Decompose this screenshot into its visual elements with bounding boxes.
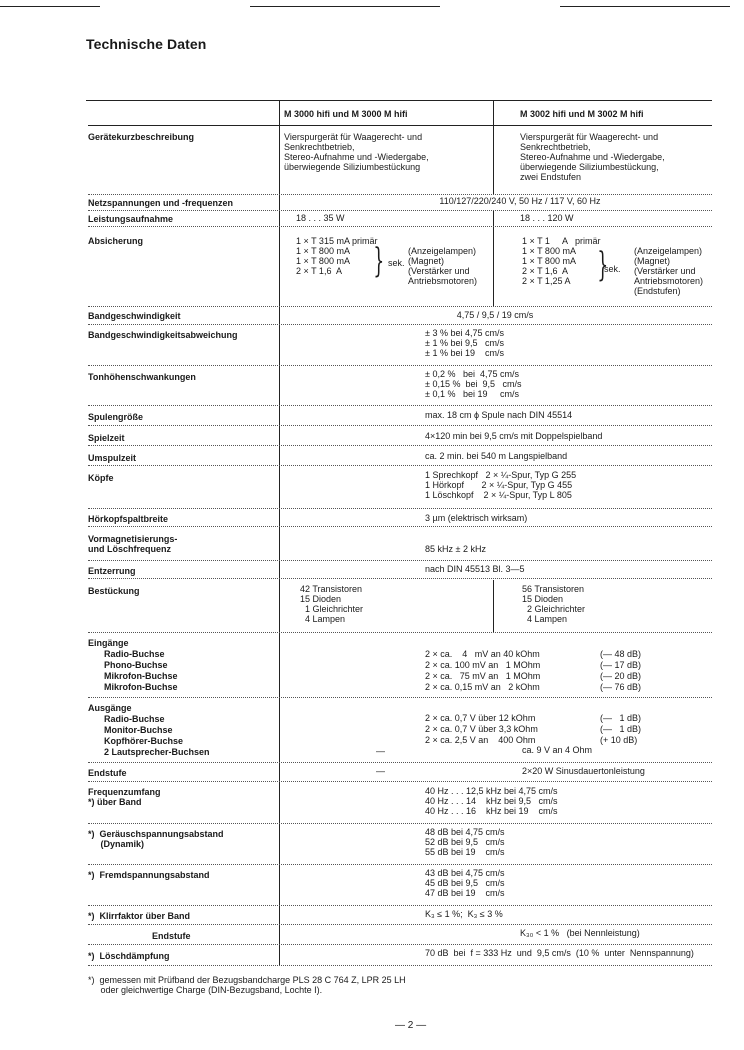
row-separator	[88, 194, 712, 195]
row-separator	[88, 560, 712, 561]
row-separator	[88, 425, 712, 426]
absicherung-desc-m3002: (Anzeigelampen) (Magnet) (Verstärker und Antriebsmotoren) (Endstufen)	[634, 246, 704, 296]
row-separator	[88, 210, 712, 211]
absicherung-desc-m3000: (Anzeigelampen) (Magnet) (Verstärker und Antriebsmotoren)	[408, 246, 478, 286]
row-separator	[88, 965, 712, 966]
column-divider	[493, 580, 494, 632]
row-label-geraet: Gerätekurzbeschreibung	[88, 132, 195, 142]
top-rule	[0, 6, 100, 7]
spielzeit-value: 4×120 min bei 9,5 cm/s mit Doppelspielband	[425, 431, 603, 441]
row-separator	[88, 924, 712, 925]
footnote: *) gemessen mit Prüfband der Bezugsbandcharge PLS 28 C 764 Z, LPR 25 LH oder gleichwertige Charge (DIN-Bezugsband, Lochte I).	[88, 975, 406, 995]
geraet-m3000: Vierspurgerät für Waagerecht- und Senkrechtbetrieb, Stereo-Aufnahme und -Wiedergabe, überwiegende Siliziumbestückung	[284, 132, 429, 172]
row-label-leistung: Leistungsaufnahme	[88, 214, 174, 224]
row-separator	[88, 823, 712, 824]
endstufe-m3000: —	[376, 766, 385, 776]
row-label-netz: Netzspannungen und -frequenzen	[88, 198, 233, 208]
row-separator	[88, 365, 712, 366]
row-label-endstufe: Endstufe	[88, 768, 127, 778]
row-label-umspul: Umspulzeit	[88, 453, 137, 463]
endstufe-m3002: 2×20 W Sinusdauertonleistung	[522, 766, 645, 776]
netz-value: 110/127/220/240 V, 50 Hz / 117 V, 60 Hz	[439, 196, 601, 206]
row-label-loesch: *) Löschdämpfung	[88, 951, 170, 961]
vormag-value: 85 kHz ± 2 kHz	[425, 544, 486, 554]
top-rule	[250, 6, 440, 7]
frequenz-value: 40 Hz . . . 12,5 kHz bei 4,75 cm/s 40 Hz . . . 14 kHz bei 9,5 cm/s 40 Hz . . . 16 kHz bei 19 cm/s	[425, 786, 558, 816]
lautsprecher-m3002: ca. 9 V an 4 Ohm	[522, 745, 593, 755]
loesch-value: 70 dB bei f = 333 Hz und 9,5 cm/s (10 % unter Nennspannung)	[425, 948, 694, 958]
column-divider	[279, 100, 280, 966]
row-label-geraeusch: *) Geräuschspannungsabstand (Dynamik)	[88, 829, 224, 849]
row-separator	[88, 578, 712, 579]
page-title: Technische Daten	[86, 36, 207, 52]
bandgeschw-value: 4,75 / 9,5 / 19 cm/s	[456, 310, 534, 320]
klirr-value: K₃ ≤ 1 %; K₃ ≤ 3 %	[425, 909, 503, 919]
column-header-m3000: M 3000 hifi und M 3000 M hifi	[284, 109, 408, 119]
row-label-abweichung: Bandgeschwindigkeitsabweichung	[88, 330, 238, 340]
column-header-m3002: M 3002 hifi und M 3002 M hifi	[520, 109, 644, 119]
eingang-mikrofon-buchse-2: Mikrofon-Buchse	[104, 682, 178, 692]
eingaenge-db: (— 48 dB) (— 17 dB) (— 20 dB) (— 76 dB)	[600, 649, 642, 692]
lautsprecher-m3000: —	[376, 746, 385, 756]
row-label-eingaenge: Eingänge	[88, 638, 129, 648]
absicherung-sek-m3002: sek.	[604, 264, 621, 274]
row-separator	[88, 465, 712, 466]
row-separator	[88, 905, 712, 906]
row-label-absicherung: Absicherung	[88, 236, 144, 246]
bestueckung-m3000: 42 Transistoren 15 Dioden 1 Gleichrichter 4 Lampen	[300, 584, 364, 624]
geraeusch-value: 48 dB bei 4,75 cm/s 52 dB bei 9,5 cm/s 55 dB bei 19 cm/s	[425, 827, 505, 857]
brace-icon: }	[597, 245, 609, 285]
ausgang-monitor-buchse: Monitor-Buchse	[104, 725, 173, 735]
header-top-rule	[279, 100, 712, 101]
row-separator	[88, 762, 712, 763]
absicherung-fuses-m3002: 1 × T 1 A primär 1 × T 800 mA 1 × T 800 mA 2 × T 1,6 A 2 × T 1,25 A	[522, 236, 601, 286]
row-label-tonhoehe: Tonhöhenschwankungen	[88, 372, 196, 382]
ausgaenge-db: (— 1 dB) (— 1 dB) (+ 10 dB)	[600, 713, 642, 745]
ausgaenge-values: 2 × ca. 0,7 V über 12 kOhm 2 × ca. 0,7 V über 3,3 kOhm 2 × ca. 2,5 V an 400 Ohm	[425, 713, 538, 745]
row-separator	[88, 632, 712, 633]
absicherung-fuses-m3000: 1 × T 315 mA primär 1 × T 800 mA 1 × T 800 mA 2 × T 1,6 A	[296, 236, 378, 276]
geraet-m3002: Vierspurgerät für Waagerecht- und Senkrechtbetrieb, Stereo-Aufnahme und -Wiedergabe, überwiegende Siliziumbestückung, zwei Endstufen	[520, 132, 665, 182]
entzerrung-value: nach DIN 45513 Bl. 3—5	[425, 564, 525, 574]
eingaenge-values: 2 × ca. 4 mV an 40 kOhm 2 × ca. 100 mV an 1 MOhm 2 × ca. 75 mV an 1 MOhm 2 × ca. 0,15 mV an 2 kOhm	[425, 649, 541, 692]
row-separator	[88, 508, 712, 509]
row-label-bandgeschw: Bandgeschwindigkeit	[88, 311, 181, 321]
klirr-endstufe-value: K₃₀ < 1 % (bei Nennleistung)	[520, 928, 640, 938]
row-separator	[88, 405, 712, 406]
row-label-hoerspalt: Hörkopfspaltbreite	[88, 514, 169, 524]
row-label-klirr: *) Klirrfaktor über Band	[88, 911, 191, 921]
row-separator	[88, 697, 712, 698]
absicherung-sek-m3000: sek.	[388, 258, 405, 268]
row-separator	[88, 306, 712, 307]
bestueckung-m3002: 56 Transistoren 15 Dioden 2 Gleichrichter 4 Lampen	[522, 584, 586, 624]
page-number: — 2 —	[395, 1020, 427, 1031]
fremd-value: 43 dB bei 4,75 cm/s 45 dB bei 9,5 cm/s 47 dB bei 19 cm/s	[425, 868, 505, 898]
row-label-spulen: Spulengröße	[88, 412, 144, 422]
row-label-vormag: Vormagnetisierungs- und Löschfrequenz	[88, 534, 178, 554]
row-label-ausgaenge: Ausgänge	[88, 703, 132, 713]
leistung-m3000: 18 . . . 35 W	[296, 213, 345, 223]
eingang-mikrofon-buchse: Mikrofon-Buchse	[104, 671, 178, 681]
row-separator	[88, 324, 712, 325]
abweichung-value: ± 3 % bei 4,75 cm/s ± 1 % bei 9,5 cm/s ± 1 % bei 19 cm/s	[425, 328, 504, 358]
row-label-frequenz: Frequenzumfang *) über Band	[88, 787, 161, 807]
ausgang-radio-buchse: Radio-Buchse	[104, 714, 165, 724]
header-rule	[86, 100, 279, 101]
header-bottom-rule	[88, 125, 712, 126]
umspul-value: ca. 2 min. bei 540 m Langspielband	[425, 451, 568, 461]
row-label-klirr-endstufe: Endstufe	[152, 931, 191, 941]
row-separator	[88, 944, 712, 945]
row-label-fremd: *) Fremdspannungsabstand	[88, 870, 210, 880]
spulen-value: max. 18 cm ϕ Spule nach DIN 45514	[425, 410, 573, 420]
row-label-entzerrung: Entzerrung	[88, 566, 136, 576]
ausgang-kopfhoerer-buchse: Kopfhörer-Buchse	[104, 736, 184, 746]
row-separator	[88, 781, 712, 782]
row-separator	[88, 445, 712, 446]
row-separator	[88, 864, 712, 865]
eingang-phono-buchse: Phono-Buchse	[104, 660, 168, 670]
koepfe-value: 1 Sprechkopf 2 × ¼-Spur, Typ G 255 1 Hörkopf 2 × ¼-Spur, Typ G 455 1 Löschkopf 2 × ¼-Spur, Typ L 805	[425, 470, 577, 500]
row-separator	[88, 226, 712, 227]
tonhoehe-value: ± 0,2 % bei 4,75 cm/s ± 0,15 % bei 9,5 cm/s ± 0,1 % bei 19 cm/s	[425, 369, 522, 399]
row-label-spielzeit: Spielzeit	[88, 433, 125, 443]
brace-icon: }	[373, 241, 385, 281]
row-label-bestueckung: Bestückung	[88, 586, 140, 596]
hoerspalt-value: 3 µm (elektrisch wirksam)	[425, 513, 528, 523]
row-separator	[88, 526, 712, 527]
leistung-m3002: 18 . . . 120 W	[520, 213, 574, 223]
row-label-koepfe: Köpfe	[88, 473, 114, 483]
ausgang-lautsprecher-buchsen: 2 Lautsprecher-Buchsen	[104, 747, 210, 757]
top-rule	[560, 6, 730, 7]
column-divider	[493, 100, 494, 195]
eingang-radio-buchse: Radio-Buchse	[104, 649, 165, 659]
